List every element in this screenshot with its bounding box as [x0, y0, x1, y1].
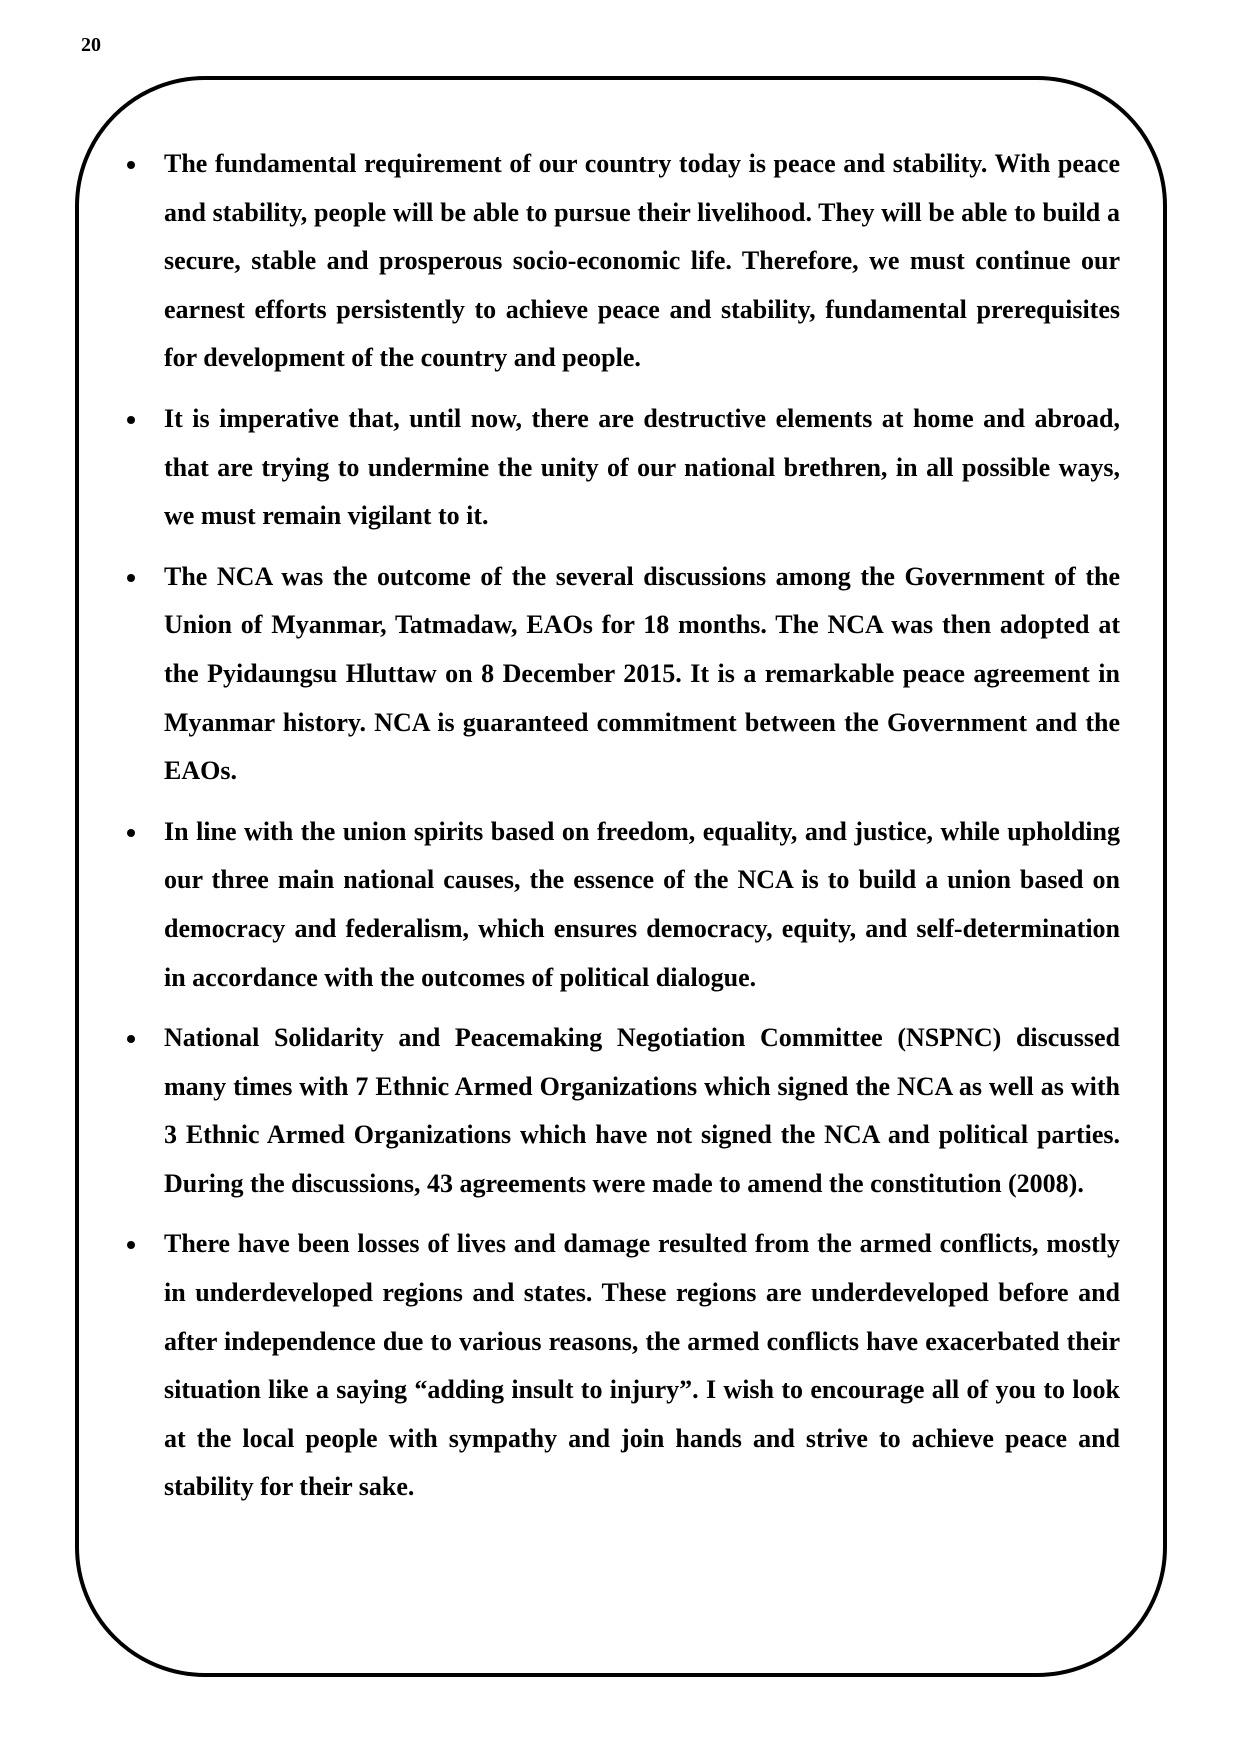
- bullet-text: The fundamental requirement of our country today is peace and stability. With peace and stability, people will be able to pursue their livelihood. They will be able to build a secure, stable and prosperous socio-economic life. Therefore, we must continue our earnest efforts persistently to achieve peace and stability, fundamental prerequisites for development of the country and people.: [164, 149, 1120, 373]
- bullet-text: There have been losses of lives and damage resulted from the armed conflicts, mostly in underdeveloped regions and states. These regions are underdeveloped before and after independence due to various reasons, the armed conflicts have exacerbated their situation like a saying “adding insult to injury”. I wish to encourage all of you to look at the local people with sympathy and join hands and strive to achieve peace and stability for their sake.: [164, 1229, 1120, 1502]
- bullet-item-nca-outcome: [124, 553, 1120, 796]
- bullet-text: It is imperative that, until now, there are destructive elements at home and abroad, that are trying to undermine the unity of our national brethren, in all possible ways, we must remain vigilant to it.: [164, 403, 1120, 531]
- bullet-dot-icon: [127, 574, 135, 582]
- bullet-dot-icon: [127, 1241, 135, 1249]
- bullet-dot-icon: [127, 161, 135, 169]
- page-number: 20: [81, 34, 101, 56]
- bullet-item-nspnc: [124, 1014, 1120, 1208]
- bullet-text: National Solidarity and Peacemaking Negotiation Committee (NSPNC) discussed many times with 7 Ethnic Armed Organizations which signed the NCA as well as with 3 Ethnic Armed Organizations which have not signed the NCA and political parties. During the discussions, 43 agreements were made to amend the constitution (2008).: [164, 1023, 1120, 1198]
- bullet-dot-icon: [127, 416, 135, 424]
- bullet-item-vigilance: [124, 395, 1120, 541]
- bullet-item-peace-stability: [124, 140, 1120, 383]
- bullet-dot-icon: [127, 829, 135, 837]
- bullet-item-nca-essence: [124, 808, 1120, 1002]
- bullet-dot-icon: [127, 1035, 135, 1043]
- bullet-text: In line with the union spirits based on freedom, equality, and justice, while upholding our three main national causes, the essence of the NCA is to build a union based on democracy and federalism, which ensures democracy, equity, and self-determination in accordance with the outcomes of political dialogue.: [164, 816, 1120, 992]
- bullet-item-armed-conflicts: [124, 1220, 1120, 1512]
- bullet-list: [124, 140, 1120, 1524]
- bullet-text: The NCA was the outcome of the several discussions among the Government of the Union of Myanmar, Tatmadaw, EAOs for 18 months. The NCA was then adopted at the Pyidaungsu Hluttaw on 8 December 2015. It is a remarkable peace agreement in Myanmar history. NCA is guaranteed commitment between the Government and the EAOs.: [164, 561, 1120, 786]
